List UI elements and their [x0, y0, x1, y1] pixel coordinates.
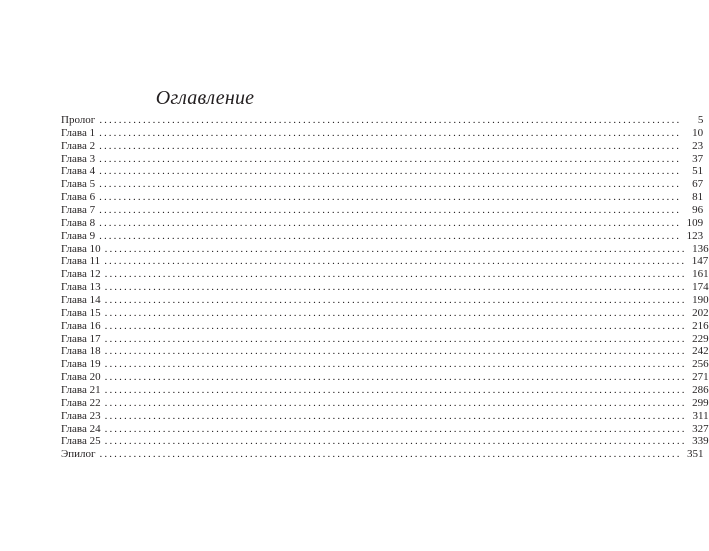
- table-of-contents: [61, 114, 709, 461]
- dot-leader: ........................................................................................................................: [99, 178, 682, 191]
- toc-entry: [61, 152, 704, 166]
- toc-entry: [61, 216, 704, 230]
- toc-entry-label: Глава 23: [61, 409, 101, 422]
- toc-entry-page-number: 339: [692, 435, 709, 448]
- toc-entry: [61, 114, 704, 127]
- toc-entry: [61, 371, 709, 384]
- toc-entry-label: Глава 11: [61, 255, 101, 268]
- toc-entry-label: Глава 19: [61, 358, 101, 371]
- toc-entry-page-number: 174: [692, 281, 709, 294]
- toc-entry-label: Глава 22: [61, 396, 101, 409]
- dot-leader: ........................................................................................................................: [99, 139, 682, 152]
- toc-entry-label: Пролог: [61, 114, 96, 126]
- toc-entry: [61, 345, 709, 358]
- toc-entry: [61, 126, 704, 140]
- dot-leader: ........................................................................................................................: [99, 448, 682, 461]
- toc-entry: [61, 281, 709, 294]
- dot-leader: ........................................................................................................................: [104, 255, 687, 268]
- toc-entry-page-number: 23: [692, 139, 704, 152]
- dot-leader: ........................................................................................................................: [99, 204, 682, 217]
- dot-leader: ........................................................................................................................: [99, 152, 682, 165]
- toc-entry-page-number: 286: [692, 384, 709, 397]
- toc-entry: [61, 204, 704, 217]
- dot-leader: ........................................................................................................................: [104, 294, 687, 307]
- toc-entry-label: Глава 16: [61, 319, 101, 332]
- toc-entry-label: Глава 24: [61, 422, 101, 435]
- toc-entry-label: Глава 1: [61, 126, 96, 139]
- toc-entry: [61, 139, 704, 153]
- toc-entry-label: Эпилог: [61, 448, 96, 461]
- toc-entry-label: Глава 12: [61, 268, 101, 281]
- toc-entry-page-number: 161: [692, 268, 709, 281]
- toc-entry: [61, 229, 704, 243]
- dot-leader: ........................................................................................................................: [104, 332, 687, 345]
- toc-entry-label: Глава 2: [61, 139, 96, 152]
- toc-entry-page-number: 216: [692, 319, 709, 332]
- toc-entry-page-number: 327: [692, 422, 709, 435]
- toc-entry: [61, 332, 709, 346]
- toc-entry: [61, 255, 709, 268]
- toc-entry: [61, 358, 709, 371]
- toc-entry-page-number: 299: [692, 396, 709, 409]
- dot-leader: ........................................................................................................................: [104, 384, 687, 397]
- toc-entry-page-number: 67: [692, 178, 704, 191]
- toc-entry-label: Глава 8: [61, 216, 96, 229]
- toc-entry-label: Глава 17: [61, 332, 101, 345]
- toc-entry: [61, 242, 709, 256]
- toc-entry-page-number: 81: [692, 191, 704, 204]
- dot-leader: ........................................................................................................................: [104, 268, 687, 281]
- toc-entry-label: Глава 7: [61, 204, 96, 217]
- dot-leader: ........................................................................................................................: [104, 422, 687, 435]
- dot-leader: ........................................................................................................................: [104, 306, 687, 319]
- toc-entry: [61, 435, 709, 448]
- toc-entry: [61, 191, 704, 204]
- toc-entry-page-number: 96: [692, 204, 704, 217]
- toc-entry: [61, 409, 709, 423]
- dot-leader: ........................................................................................................................: [104, 371, 687, 384]
- toc-entry: [61, 422, 709, 436]
- toc-entry-label: Глава 18: [61, 345, 101, 358]
- dot-leader: ........................................................................................................................: [99, 114, 682, 126]
- toc-entry-page-number: 10: [692, 126, 704, 139]
- toc-entry-page-number: 351: [687, 448, 704, 461]
- toc-entry-label: Глава 20: [61, 371, 101, 384]
- toc-entry: [61, 384, 709, 397]
- dot-leader: ........................................................................................................................: [99, 229, 682, 242]
- toc-entry: [61, 448, 704, 461]
- dot-leader: ........................................................................................................................: [104, 358, 687, 371]
- toc-entry-label: Глава 6: [61, 191, 96, 204]
- dot-leader: ........................................................................................................................: [104, 396, 687, 409]
- toc-entry-page-number: 311: [692, 409, 709, 422]
- toc-entry-page-number: 109: [686, 216, 704, 229]
- toc-entry-page-number: 202: [692, 306, 709, 319]
- toc-entry-page-number: 5: [697, 114, 704, 126]
- toc-entry: [61, 178, 704, 191]
- toc-entry-label: Глава 5: [61, 178, 96, 191]
- toc-entry-page-number: 271: [692, 371, 709, 384]
- toc-entry: [61, 268, 709, 281]
- toc-entry-label: Глава 10: [61, 242, 101, 255]
- toc-entry-page-number: 190: [692, 294, 709, 307]
- toc-entry-label: Глава 3: [61, 152, 96, 165]
- toc-entry-page-number: 242: [692, 345, 709, 358]
- dot-leader: ........................................................................................................................: [99, 126, 682, 139]
- toc-entry-label: Глава 9: [61, 229, 96, 242]
- toc-entry-label: Глава 21: [61, 384, 101, 397]
- toc-entry-label: Глава 14: [61, 294, 101, 307]
- dot-leader: ........................................................................................................................: [99, 191, 682, 204]
- toc-entry: [61, 165, 704, 178]
- toc-entry-page-number: 136: [692, 242, 709, 255]
- page-title: Оглавление: [155, 87, 255, 109]
- toc-entry-page-number: 229: [692, 332, 709, 345]
- dot-leader: ........................................................................................................................: [99, 165, 682, 178]
- toc-entry-label: Глава 25: [61, 435, 101, 448]
- dot-leader: ........................................................................................................................: [104, 435, 687, 448]
- toc-entry: [61, 294, 709, 307]
- toc-entry: [61, 319, 709, 333]
- toc-entry-page-number: 37: [692, 152, 704, 165]
- dot-leader: ........................................................................................................................: [104, 319, 687, 332]
- toc-entry-page-number: 256: [692, 358, 709, 371]
- toc-entry-label: Глава 13: [61, 281, 101, 294]
- toc-entry: [61, 396, 709, 410]
- toc-entry-page-number: 123: [686, 229, 704, 242]
- dot-leader: ........................................................................................................................: [104, 409, 687, 422]
- dot-leader: ........................................................................................................................: [99, 216, 682, 229]
- toc-entry-label: Глава 15: [61, 306, 101, 319]
- toc-entry-page-number: 51: [692, 165, 704, 178]
- toc-entry: [61, 306, 709, 320]
- dot-leader: ........................................................................................................................: [104, 242, 687, 255]
- toc-entry-label: Глава 4: [61, 165, 96, 178]
- dot-leader: ........................................................................................................................: [104, 345, 687, 358]
- dot-leader: ........................................................................................................................: [104, 281, 687, 294]
- toc-entry-page-number: 147: [691, 255, 709, 268]
